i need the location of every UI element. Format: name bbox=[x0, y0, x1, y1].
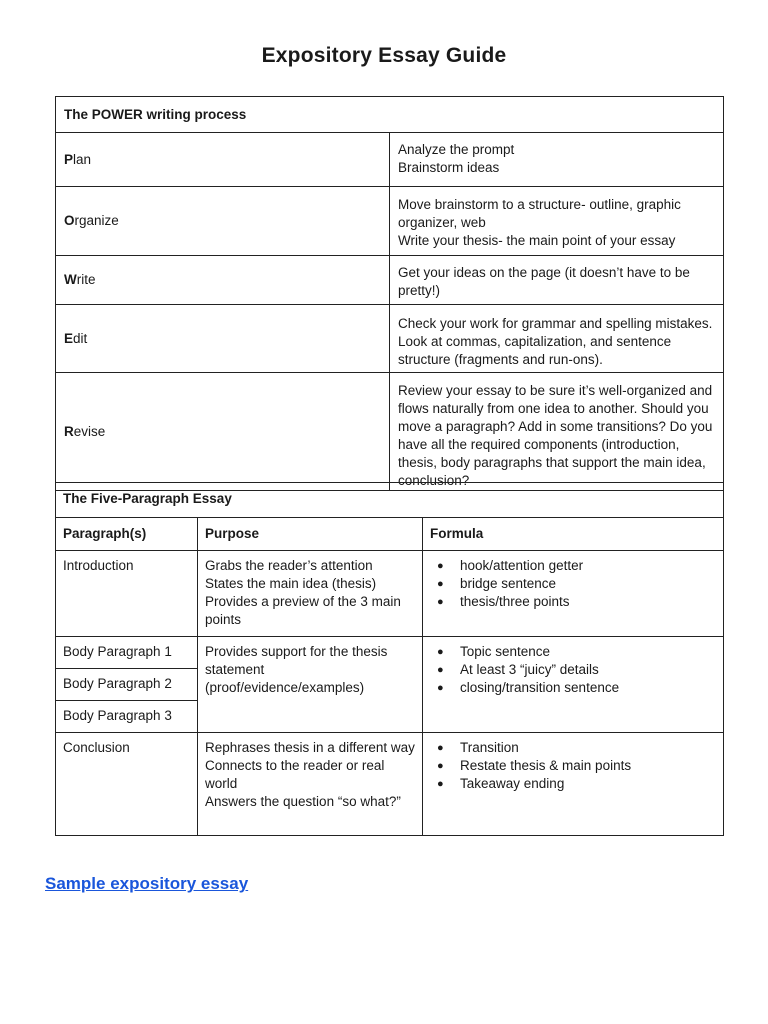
power-table-heading: The POWER writing process bbox=[56, 97, 724, 133]
sample-essay-link[interactable]: Sample expository essay bbox=[45, 874, 249, 893]
power-process-table bbox=[55, 96, 724, 491]
row-body-1-name: Body Paragraph 1 bbox=[56, 637, 198, 669]
column-header-formula: Formula bbox=[423, 518, 724, 551]
step-revise: Revise bbox=[56, 373, 390, 491]
row-conclusion-name: Conclusion bbox=[56, 733, 198, 836]
list-item: ● Topic sentence bbox=[460, 643, 716, 661]
step-organize: Organize bbox=[56, 187, 390, 256]
page-title: Expository Essay Guide bbox=[261, 44, 507, 67]
row-introduction-purpose: Grabs the reader’s attention States the main idea (thesis) Provides a preview of the 3 main points bbox=[198, 551, 423, 637]
row-body-formula bbox=[423, 637, 724, 733]
step-write-description: Get your ideas on the page (it doesn’t have to be pretty!) bbox=[390, 256, 724, 305]
row-body-purpose: Provides support for the thesis statement (proof/evidence/examples) bbox=[198, 637, 423, 733]
list-item: ● At least 3 “juicy” details bbox=[460, 661, 716, 679]
five-table-heading: The Five-Paragraph Essay bbox=[56, 483, 724, 518]
row-body-3-name: Body Paragraph 3 bbox=[56, 701, 198, 733]
step-organize-description: Move brainstorm to a structure- outline, graphic organizer, web Write your thesis- the main point of your essay bbox=[390, 187, 724, 256]
five-paragraph-table bbox=[55, 482, 724, 836]
row-body-2-name: Body Paragraph 2 bbox=[56, 669, 198, 701]
row-introduction-name: Introduction bbox=[56, 551, 198, 637]
step-plan: Plan bbox=[56, 133, 390, 187]
list-item: ● Takeaway ending bbox=[460, 775, 716, 793]
list-item: ● Transition bbox=[460, 739, 716, 757]
step-edit: Edit bbox=[56, 305, 390, 373]
list-item: ● bridge sentence bbox=[460, 575, 716, 593]
list-item: ● closing/transition sentence bbox=[460, 679, 716, 697]
column-header-paragraphs: Paragraph(s) bbox=[56, 518, 198, 551]
list-item: ● Restate thesis & main points bbox=[460, 757, 716, 775]
step-revise-description: Review your essay to be sure it’s well-organized and flows naturally from one idea to another. Should you move a paragraph? Add in some transitions? Do you have all the required components (introduction, thesis, body paragraphs that support the main idea, conclusion? bbox=[390, 373, 724, 491]
row-conclusion-purpose: Rephrases thesis in a different way Connects to the reader or real world Answers the question “so what?” bbox=[198, 733, 423, 836]
list-item: ● hook/attention getter bbox=[460, 557, 716, 575]
column-header-purpose: Purpose bbox=[198, 518, 423, 551]
step-edit-description: Check your work for grammar and spelling mistakes. Look at commas, capitalization, and sentence structure (fragments and run-ons). bbox=[390, 305, 724, 373]
list-item: ● thesis/three points bbox=[460, 593, 716, 611]
step-write: Write bbox=[56, 256, 390, 305]
step-plan-description: Analyze the prompt Brainstorm ideas bbox=[390, 133, 724, 187]
row-introduction-formula bbox=[423, 551, 724, 637]
row-conclusion-formula bbox=[423, 733, 724, 836]
